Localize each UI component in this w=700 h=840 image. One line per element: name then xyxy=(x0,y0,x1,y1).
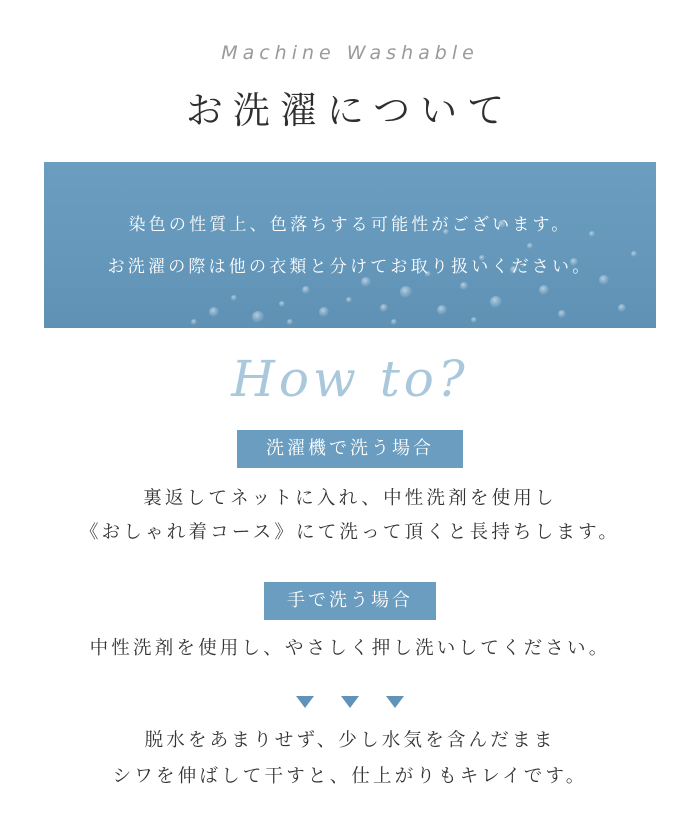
how-to-heading xyxy=(0,340,700,416)
page-title: お洗濯について xyxy=(185,89,515,132)
banner-text-line1: 染色の性質上、色落ちする可能性がございます。 xyxy=(128,215,572,235)
machine-wash-label: 洗濯機で洗う場合 xyxy=(237,430,463,468)
machine-wash-text-line1: 裏返してネットに入れ、中性洗剤を使用し xyxy=(143,488,557,509)
how-to-text: How to? xyxy=(231,350,469,408)
down-triangle-icon xyxy=(386,696,404,708)
subtitle: Machine Washable xyxy=(221,42,479,64)
hand-wash-text-line1: 中性洗剤を使用し、やさしく押し洗いしてください。 xyxy=(89,638,611,659)
drying-text-line2: シワを伸ばして干すと、仕上がりもキレイです。 xyxy=(112,766,588,787)
drying-text-line1: 脱水をあまりせず、少し水気を含んだまま xyxy=(144,730,556,751)
water-drops-image xyxy=(44,162,656,328)
banner-text-line2: お洗濯の際は他の衣類と分けてお取り扱いください。 xyxy=(107,257,593,277)
down-triangle-icon xyxy=(341,696,359,708)
notice-banner xyxy=(44,162,656,328)
down-arrows xyxy=(290,694,410,710)
down-triangle-icon xyxy=(296,696,314,708)
hand-wash-label: 手で洗う場合 xyxy=(264,582,436,620)
machine-wash-text-line2: 《おしゃれ着コース》にて洗って頂くと長持ちします。 xyxy=(79,522,621,543)
